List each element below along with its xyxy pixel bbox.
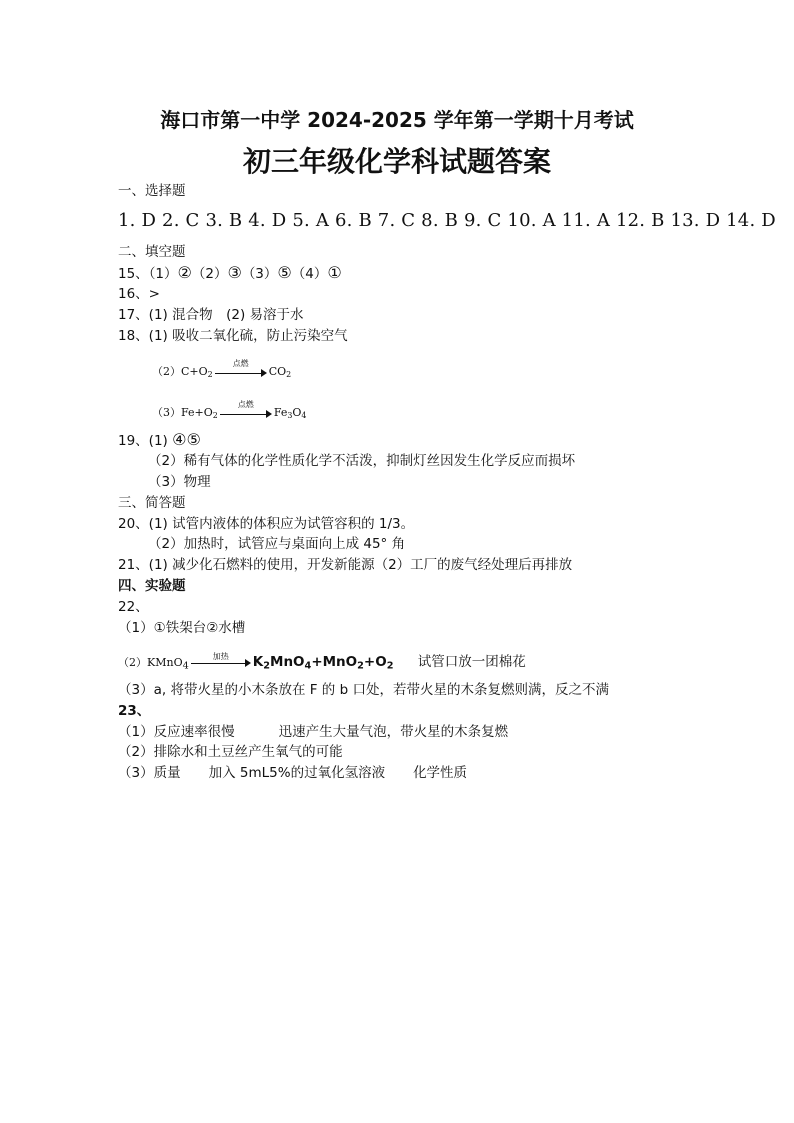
q23-part3c: 化学性质: [413, 765, 468, 781]
q23-part1: [118, 723, 508, 741]
section-heading-short: 三、简答题: [118, 495, 186, 511]
q18-eq2-condition: 点燃: [232, 359, 249, 368]
q18-eq3-label: （3）: [152, 406, 181, 419]
q20-part2: （2）加热时，试管应与桌面向上成 45° 角: [148, 536, 406, 552]
q18-eq2-label: （2）: [152, 365, 181, 378]
q21-line: 21、(1) 减少化石燃料的使用，开发新能源（2）工厂的废气经处理后再排放: [118, 557, 573, 573]
q15-label-2: （2）: [191, 266, 228, 282]
q19-part3: （3）物理: [148, 474, 211, 490]
q23-part1b: 迅速产生大量气泡，带火星的木条复燃: [278, 724, 509, 740]
q15-answer-4: ①: [327, 263, 342, 282]
q16-line: 16、>: [118, 286, 160, 302]
q18-part1: 18、(1) 吸收二氧化硫，防止污染空气: [118, 328, 348, 344]
q15-line: [118, 264, 342, 283]
q22-eq-note: 试管口放一团棉花: [417, 654, 526, 670]
q18-eq2-reactants: C+O: [181, 365, 208, 378]
section-heading-experiment: 四、实验题: [118, 578, 186, 594]
q23-part3b: 加入 5mL5%的过氧化氢溶液: [208, 765, 386, 781]
q17-line: 17、(1) 混合物 (2) 易溶于水: [118, 307, 304, 323]
q22-eq-condition: 加热: [212, 652, 229, 661]
q22-eq-label: （2）KMnO: [118, 656, 183, 669]
q22-eq-product1: K: [252, 654, 264, 670]
exam-title-line2: 初三年级化学科试题答案: [242, 145, 551, 178]
section-heading-choice: 一、选择题: [118, 183, 186, 199]
q18-eq3-sub: 3: [287, 410, 293, 420]
q19-part2: （2）稀有气体的化学性质化学不活泼，抑制灯丝因发生化学反应而损坏: [148, 453, 576, 469]
section-heading-fill: 二、填空题: [118, 244, 186, 260]
q22-part2: （2）KMnO$_4$ 加热 $K_2MnO_4+MnO_2+O_2$ 试管口放一团棉花: [118, 653, 526, 672]
exam-title-line1: 海口市第一中学 2024-2025 学年第一学期十月考试: [160, 108, 634, 132]
q22-eq-product2: MnO: [270, 654, 305, 670]
q23-part2: （2）排除水和土豆丝产生氧气的可能: [118, 744, 343, 760]
q22-part1: （1）①铁架台②水槽: [118, 620, 246, 636]
q18-eq3-reactants: Fe+O: [181, 406, 213, 419]
q19-answer-marks: ④⑤: [172, 430, 201, 449]
q15-answer-2: ③: [227, 263, 242, 282]
q23-number: 23、: [118, 703, 151, 719]
q19-label: 19、(1): [118, 433, 168, 449]
q20-part1: 20、(1) 试管内液体的体积应为试管容积的 1/3。: [118, 516, 415, 532]
choice-answers: 1. D 2. C 3. B 4. D 5. A 6. B 7. C 8. B 9. C 10. A 11. A 12. B 13. D 14. D: [118, 210, 776, 231]
q22-part3: （3）a, 将带火星的小木条放在 F 的 b 口处，若带火星的木条复燃则满，反之不满: [118, 682, 609, 698]
q22-eq-product3: +MnO: [311, 654, 358, 670]
reaction-arrow-icon: [215, 359, 267, 377]
q23-part1a: （1）反应速率很慢: [118, 724, 235, 740]
q15-label-3: （3）: [241, 266, 278, 282]
q22-eq-product4: +O: [363, 654, 387, 670]
q18-equation-2: $(2)C+O_2$ 点燃 $CO_2$: [152, 359, 292, 379]
reaction-arrow-icon: [220, 400, 272, 418]
q15-answer-1: ②: [177, 263, 192, 282]
q15-answer-3: ⑤: [277, 263, 292, 282]
q23-part3: [118, 764, 467, 782]
q18-eq3-product-end: O: [292, 406, 302, 419]
reaction-arrow-icon: [191, 652, 251, 667]
q19-part1: [118, 431, 201, 450]
q18-eq3-condition: 点燃: [237, 400, 254, 409]
q15-label-4: （4）: [291, 266, 328, 282]
q15-label-1: （1）: [148, 266, 178, 282]
q18-eq2-product: CO: [268, 365, 287, 378]
q22-number: 22、: [118, 599, 149, 615]
q23-part3a: （3）质量: [118, 765, 181, 781]
q18-equation-3: $(3)Fe+O_2$ 点燃 $Fe_3O_4$: [152, 400, 307, 420]
q15-number: 15、: [118, 266, 149, 282]
q18-eq3-sub2: 4: [301, 410, 307, 420]
q18-eq3-product: Fe: [273, 406, 288, 419]
